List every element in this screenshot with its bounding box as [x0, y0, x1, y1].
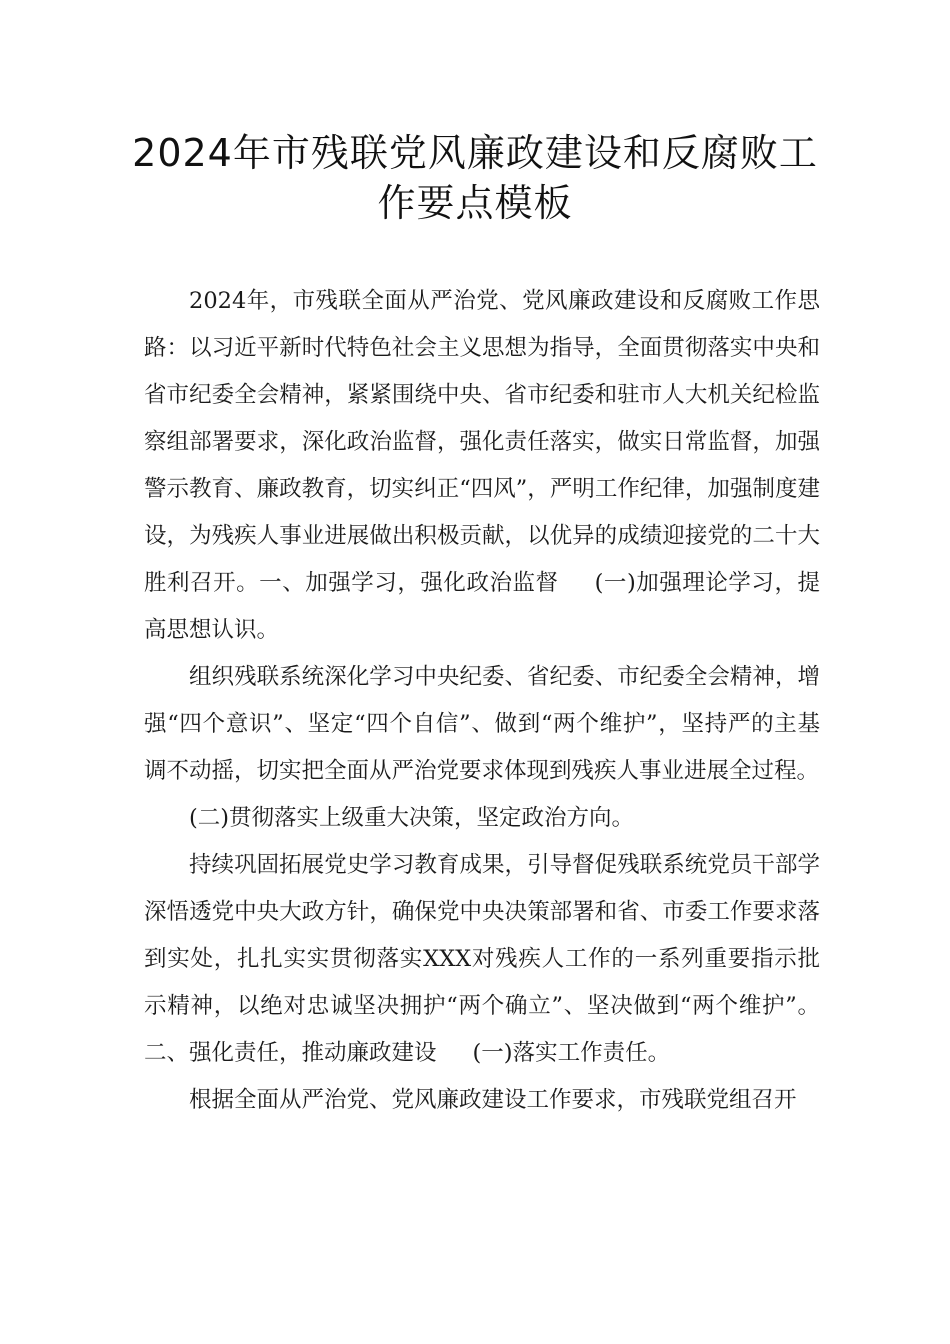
paragraph-1-subheading: (一)加强理论学习，提高思想认识。	[144, 570, 820, 643]
title-line-2: 作要点模板	[377, 181, 573, 225]
paragraph-1-text: 2024年，市残联全面从严治党、党风廉政建设和反腐败工作思路：以习近平新时代特色社会主义思想为指导，全面贯彻落实中央和省市纪委全会精神，紧紧围绕中央、省市纪委和驻市人大机关纪检监察组部署要求，深化政治监督，强化责任落实，做实日常监督，加强警示教育、廉政教育，切实纠正“四风”，严明工作纪律，加强制度建设，为残疾人事业进展做出积极贡献，以优异的成绩迎接党的二十大胜利召开。一、加强学习，强化政治监督	[144, 288, 820, 596]
title-line-1: 2024年市残联党风廉政建设和反腐败工	[132, 131, 818, 175]
paragraph-2-text: 组织残联系统深化学习中央纪委、省纪委、市纪委全会精神，增强“四个意识”、坚定“四个自信”、做到“两个维护”，坚持严的主基调不动摇，切实把全面从严治党要求体现到残疾人事业进展全过程。	[144, 664, 820, 784]
paragraph-4-text: 持续巩固拓展党史学习教育成果，引导督促残联系统党员干部学深悟透党中央大政方针，确保党中央决策部署和省、市委工作要求落到实处，扎扎实实贯彻落实XXX对残疾人工作的一系列重要指示批示精神，以绝对忠诚坚决拥护“两个确立”、坚决做到“两个维护”。二、强化责任，推动廉政建设	[144, 852, 820, 1066]
document-title	[100, 128, 850, 228]
paragraph-5	[144, 1077, 820, 1124]
paragraph-1	[144, 278, 820, 654]
paragraph-3-subheading	[144, 795, 820, 842]
paragraph-5-text: 根据全面从严治党、党风廉政建设工作要求，市残联党组召开	[189, 1087, 797, 1113]
paragraph-3-text: (二)贯彻落实上级重大决策，坚定政治方向。	[189, 805, 635, 831]
paragraph-4-subheading: (一)落实工作责任。	[472, 1040, 671, 1066]
paragraph-2	[144, 654, 820, 795]
document-body	[144, 278, 820, 1124]
paragraph-4	[144, 842, 820, 1077]
